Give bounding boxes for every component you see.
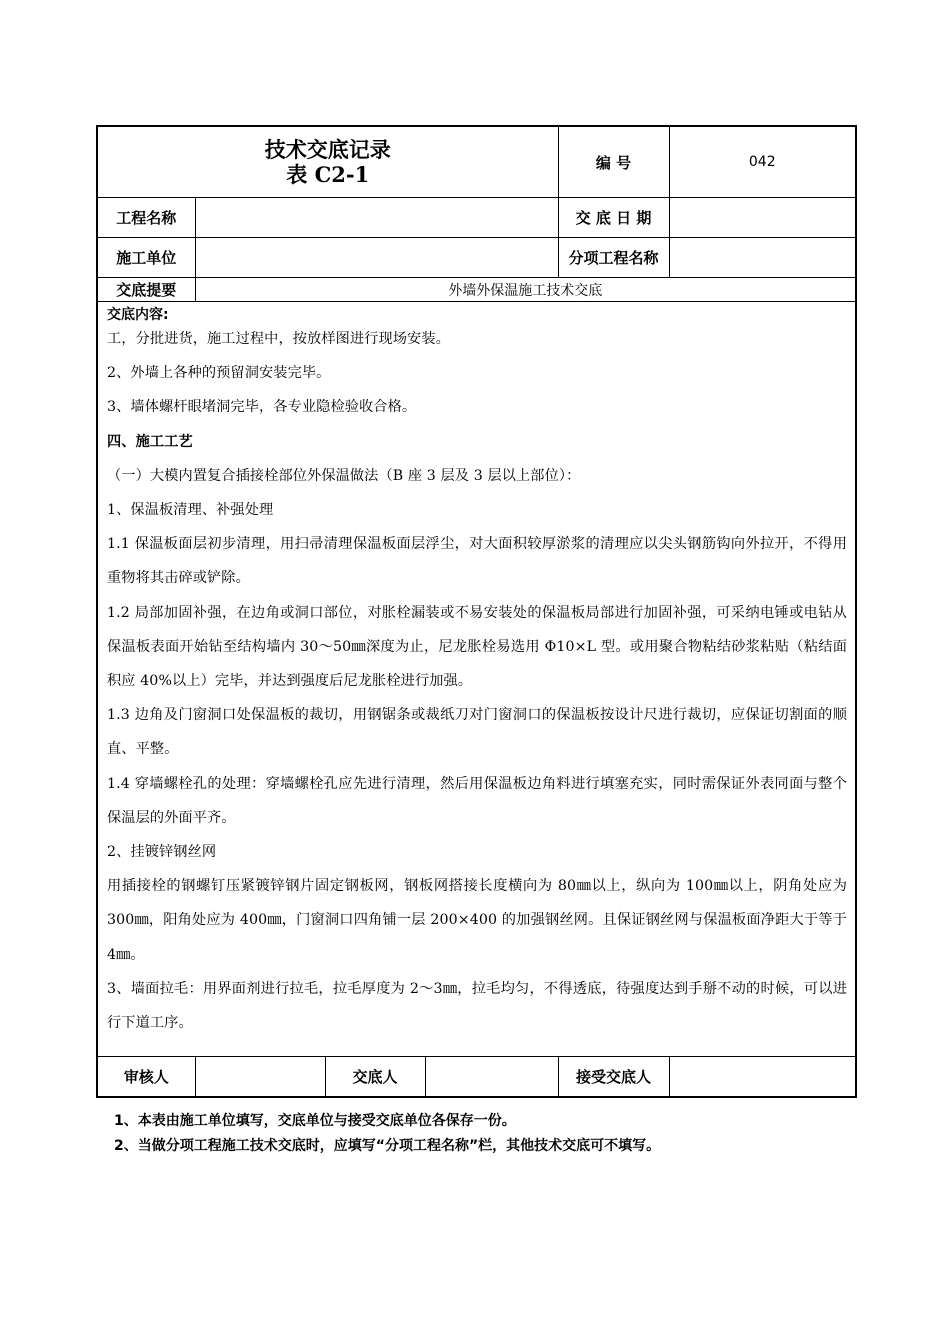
project-name-label: 工程名称 xyxy=(97,198,195,238)
technical-disclosure-form xyxy=(96,125,855,1098)
unit-label: 施工单位 xyxy=(97,238,195,278)
receiver-label: 接受交底人 xyxy=(558,1057,669,1097)
content-paragraph: 1.3 边角及门窗洞口处保温板的裁切，用钢锯条或裁纸刀对门窗洞口的保温板按设计尺进行裁切，应保证切割面的顺直、平整。 xyxy=(107,707,847,758)
section-heading: 四、施工工艺 xyxy=(107,433,193,450)
number-label: 编 号 xyxy=(558,126,669,198)
number-value[interactable]: 042 xyxy=(669,126,856,198)
subproject-field[interactable] xyxy=(669,238,856,278)
content-paragraph: 1.4 穿墙螺栓孔的处理：穿墙螺栓孔应先进行清理，然后用保温板边角料进行填塞充实，同时需保证外表同面与整个保温层的外面平齐。 xyxy=(107,775,847,826)
content-paragraph: 2、外墙上各种的预留洞安装完毕。 xyxy=(107,365,331,382)
content-paragraph: 工，分批进货，施工过程中，按放样图进行现场安装。 xyxy=(107,331,450,347)
reviewer-field[interactable] xyxy=(195,1057,325,1097)
form-title-cell xyxy=(97,126,558,198)
receiver-field[interactable] xyxy=(669,1057,856,1097)
content-paragraph: 1、保温板清理、补强处理 xyxy=(107,502,274,519)
date-label: 交 底 日 期 xyxy=(558,198,669,238)
form-subtitle: 表 C2-1 xyxy=(286,162,370,187)
summary-label: 交底提要 xyxy=(97,278,195,302)
content-paragraph: （一）大模内置复合插接栓部位外保温做法（B 座 3 层及 3 层以上部位）： xyxy=(107,467,581,484)
content-paragraph: 3、墙体螺杆眼堵洞完毕，各专业隐检验收合格。 xyxy=(107,399,417,416)
subproject-label: 分项工程名称 xyxy=(558,238,669,278)
note-item: 1、本表由施工单位填写，交底单位与接受交底单位各保存一份。 xyxy=(114,1113,516,1129)
content-paragraph: 3、墙面拉毛：用界面剂进行拉毛，拉毛厚度为 2～3㎜，拉毛均匀，不得透底，待强度达到手掰不动的时候，可以进行下道工序。 xyxy=(107,980,847,1032)
form-notes xyxy=(114,1109,874,1159)
form-table xyxy=(96,125,857,1098)
content-paragraph: 1.1 保温板面层初步清理，用扫帚清理保温板面层浮尘，对大面积较厚淤浆的清理应以尖头钢筋钩向外拉开，不得用重物将其击碎或铲除。 xyxy=(107,536,847,587)
note-item: 2、当做分项工程施工技术交底时，应填写“分项工程名称”栏，其他技术交底可不填写。 xyxy=(114,1138,661,1154)
discloser-label: 交底人 xyxy=(325,1057,425,1097)
content-paragraph: 1.2 局部加固补强，在边角或洞口部位，对胀栓漏装或不易安装处的保温板局部进行加固补强，可采纳电锤或电钻从保温板表面开始钻至结构墙内 30～50㎜深度为止，尼龙胀栓易选用 Φ10×L 型。或用聚合物粘结砂浆粘贴（粘结面积应 40%以上）完毕，并达到强度后尼龙胀栓进行加强。 xyxy=(107,604,847,690)
content-paragraph: 用插接栓的钢螺钉压紧镀锌钢片固定钢板网，钢板网搭接长度横向为 80㎜以上，纵向为 100㎜以上，阴角处应为 300㎜，阳角处应为 400㎜，门窗洞口四角铺一层 200×400 的加强钢丝网。且保证钢丝网与保温板面净距大于等于 4㎜。 xyxy=(107,878,847,963)
content-paragraph: 2、挂镀锌钢丝网 xyxy=(107,844,217,861)
discloser-field[interactable] xyxy=(425,1057,558,1097)
content-cell xyxy=(97,302,856,1057)
unit-field[interactable] xyxy=(195,238,558,278)
date-field[interactable] xyxy=(669,198,856,238)
content-heading: 交底内容: xyxy=(107,307,169,323)
form-title: 技术交底记录 xyxy=(264,138,391,162)
project-name-field[interactable] xyxy=(195,198,558,238)
summary-field[interactable]: 外墙外保温施工技术交底 xyxy=(195,278,856,302)
reviewer-label: 审核人 xyxy=(97,1057,195,1097)
